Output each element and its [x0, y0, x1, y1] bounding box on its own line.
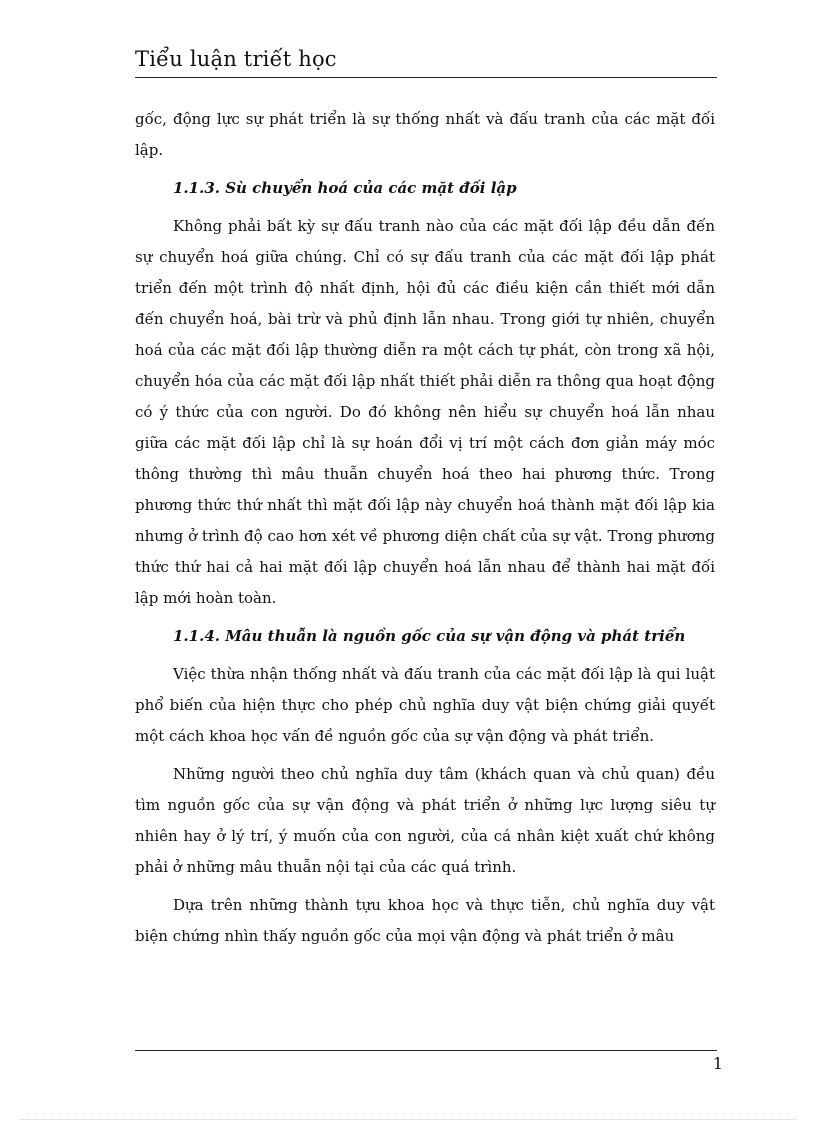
section-heading-1-1-4: 1.1.4. Mâu thuẫn là nguồn gốc của sự vận động và phát triển: [173, 627, 686, 645]
section-heading-1-1-3: 1.1.3. Sù chuyển hoá của các mặt đối lập: [173, 179, 517, 197]
running-header-title: Tiểu luận triết học: [135, 47, 337, 71]
paragraph-1-1-3: Không phải bất kỳ sự đấu tranh nào của các mặt đối lập đều dẫn đến sự chuyển hoá giữa chúng. Chỉ có sự đấu tranh của các mặt đối lập phát triển đến một trình độ nhất định, hội đủ các điều kiện cần thiết mới dẫn đến chuyển hoá, bài trừ và phủ định lẫn nhau. Trong giới tự nhiên, chuyển hoá của các mặt đối lập thường diễn ra một cách tự phát, còn trong xã hội, chuyển hóa của các mặt đối lập nhất thiết phải diễn ra thông qua hoạt động có ý thức của con người. Do đó không nên hiểu sự chuyển hoá lẫn nhau giữa các mặt đối lập chỉ là sự hoán đổi vị trí một cách đơn giản máy móc thông thường thì mâu thuẫn chuyển hoá theo hai phương thức. Trong phương thức thứ nhất thì mặt đối lập này chuyển hoá thành mặt đối lập kia nhưng ở trình độ cao hơn xét về phương diện chất của sự vật. Trong phương thức thứ hai cả hai mặt đối lập chuyển hoá lẫn nhau để thành hai mặt đối lập mới hoàn toàn.: [135, 217, 715, 607]
header-rule: [135, 77, 717, 78]
paragraph-continued: gốc, động lực sự phát triển là sự thống nhất và đấu tranh của các mặt đối lập.: [135, 110, 715, 159]
page-number: 1: [712, 1054, 723, 1073]
page-edge-divider: [20, 1119, 796, 1120]
paragraph-1-1-4-a: Việc thừa nhận thống nhất và đấu tranh của các mặt đối lập là qui luật phổ biến của hiện thực cho phép chủ nghĩa duy vật biện chứng giải quyết một cách khoa học vấn đề nguồn gốc của sự vận động và phát triển.: [135, 665, 715, 745]
document-body: [135, 104, 715, 959]
footer-rule: [135, 1050, 717, 1051]
paragraph-1-1-4-c: Dựa trên những thành tựu khoa học và thực tiễn, chủ nghĩa duy vật biện chứng nhìn thấy nguồn gốc của mọi vận động và phát triển ở mâu: [135, 896, 715, 945]
paragraph-1-1-4-b: Những người theo chủ nghĩa duy tâm (khách quan và chủ quan) đều tìm nguồn gốc của sự vận động và phát triển ở những lực lượng siêu tự nhiên hay ở lý trí, ý muốn của con người, của cá nhân kiệt xuất chứ không phải ở những mâu thuẫn nội tại của các quá trình.: [135, 765, 715, 876]
